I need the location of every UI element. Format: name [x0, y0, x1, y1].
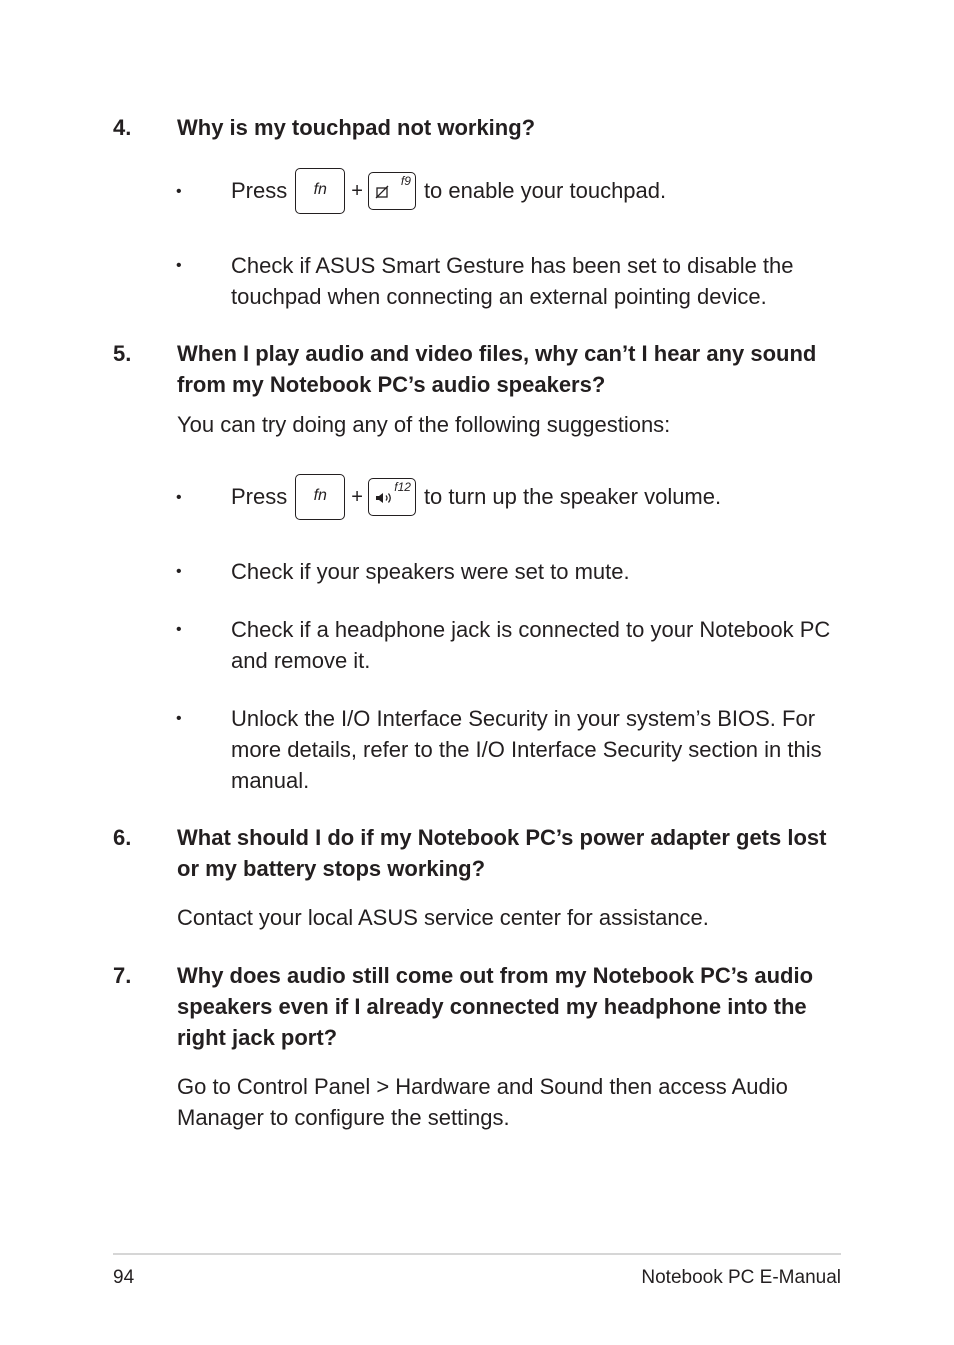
f12-key-label: f12 — [394, 480, 411, 494]
q7-answer: Go to Control Panel > Hardware and Sound then access Audio Manager to configure the settings. — [177, 1074, 788, 1130]
q5-b1-after-text: to turn up the speaker volume. — [423, 484, 722, 509]
page-number: 94 — [113, 1267, 135, 1288]
volume-up-icon — [375, 485, 395, 511]
q5-b1-bullet: • — [176, 489, 182, 506]
q5-b4-bullet: • — [176, 710, 182, 727]
q7-question: Why does audio still come out from my Notebook PC’s audio speakers even if I already connected my headphone into the right jack port? — [177, 963, 814, 1050]
press-label: Press — [231, 484, 288, 509]
q4-b2-bullet: • — [176, 257, 182, 274]
q5-b4-text: Unlock the I/O Interface Security in your system’s BIOS. For more details, refer to the I/O Interface Security section in this manual. — [231, 706, 822, 793]
fn-key — [295, 168, 345, 214]
q6-question: What should I do if my Notebook PC’s power adapter gets lost or my battery stops working? — [177, 825, 827, 881]
q4-number: 4. — [113, 115, 132, 140]
q5-b2-bullet: • — [176, 563, 182, 580]
q6-number: 6. — [113, 825, 132, 850]
q4-press-line — [231, 165, 666, 217]
q4-b1-bullet: • — [176, 183, 182, 200]
footer-rule — [113, 1253, 841, 1255]
fn-key-label: fn — [313, 487, 327, 504]
q5-number: 5. — [113, 341, 132, 366]
q5-intro: You can try doing any of the following suggestions: — [177, 412, 671, 437]
f12-key — [368, 478, 416, 516]
q6-answer: Contact your local ASUS service center for assistance. — [177, 905, 709, 930]
plus-sign: + — [351, 179, 363, 202]
f9-key-label: f9 — [400, 174, 411, 188]
q4-b2-text: Check if ASUS Smart Gesture has been set to disable the touchpad when connecting an external pointing device. — [231, 253, 794, 309]
q7-number: 7. — [113, 963, 132, 988]
q5-question: When I play audio and video files, why can’t I hear any sound from my Notebook PC’s audio speakers? — [177, 341, 817, 397]
f9-key — [368, 172, 416, 210]
touchpad-disable-icon — [375, 179, 389, 205]
q5-b3-text: Check if a headphone jack is connected to your Notebook PC and remove it. — [231, 617, 831, 673]
q5-b2-text: Check if your speakers were set to mute. — [231, 559, 630, 584]
q4-b1-after-text: to enable your touchpad. — [423, 178, 667, 203]
q5-b3-bullet: • — [176, 621, 182, 638]
fn-key — [295, 474, 345, 520]
document-title: Notebook PC E-Manual — [641, 1267, 841, 1288]
q5-press-line — [231, 471, 721, 523]
fn-key-label: fn — [313, 181, 327, 198]
plus-sign: + — [351, 485, 363, 508]
press-label: Press — [231, 178, 288, 203]
q4-question: Why is my touchpad not working? — [177, 115, 536, 140]
